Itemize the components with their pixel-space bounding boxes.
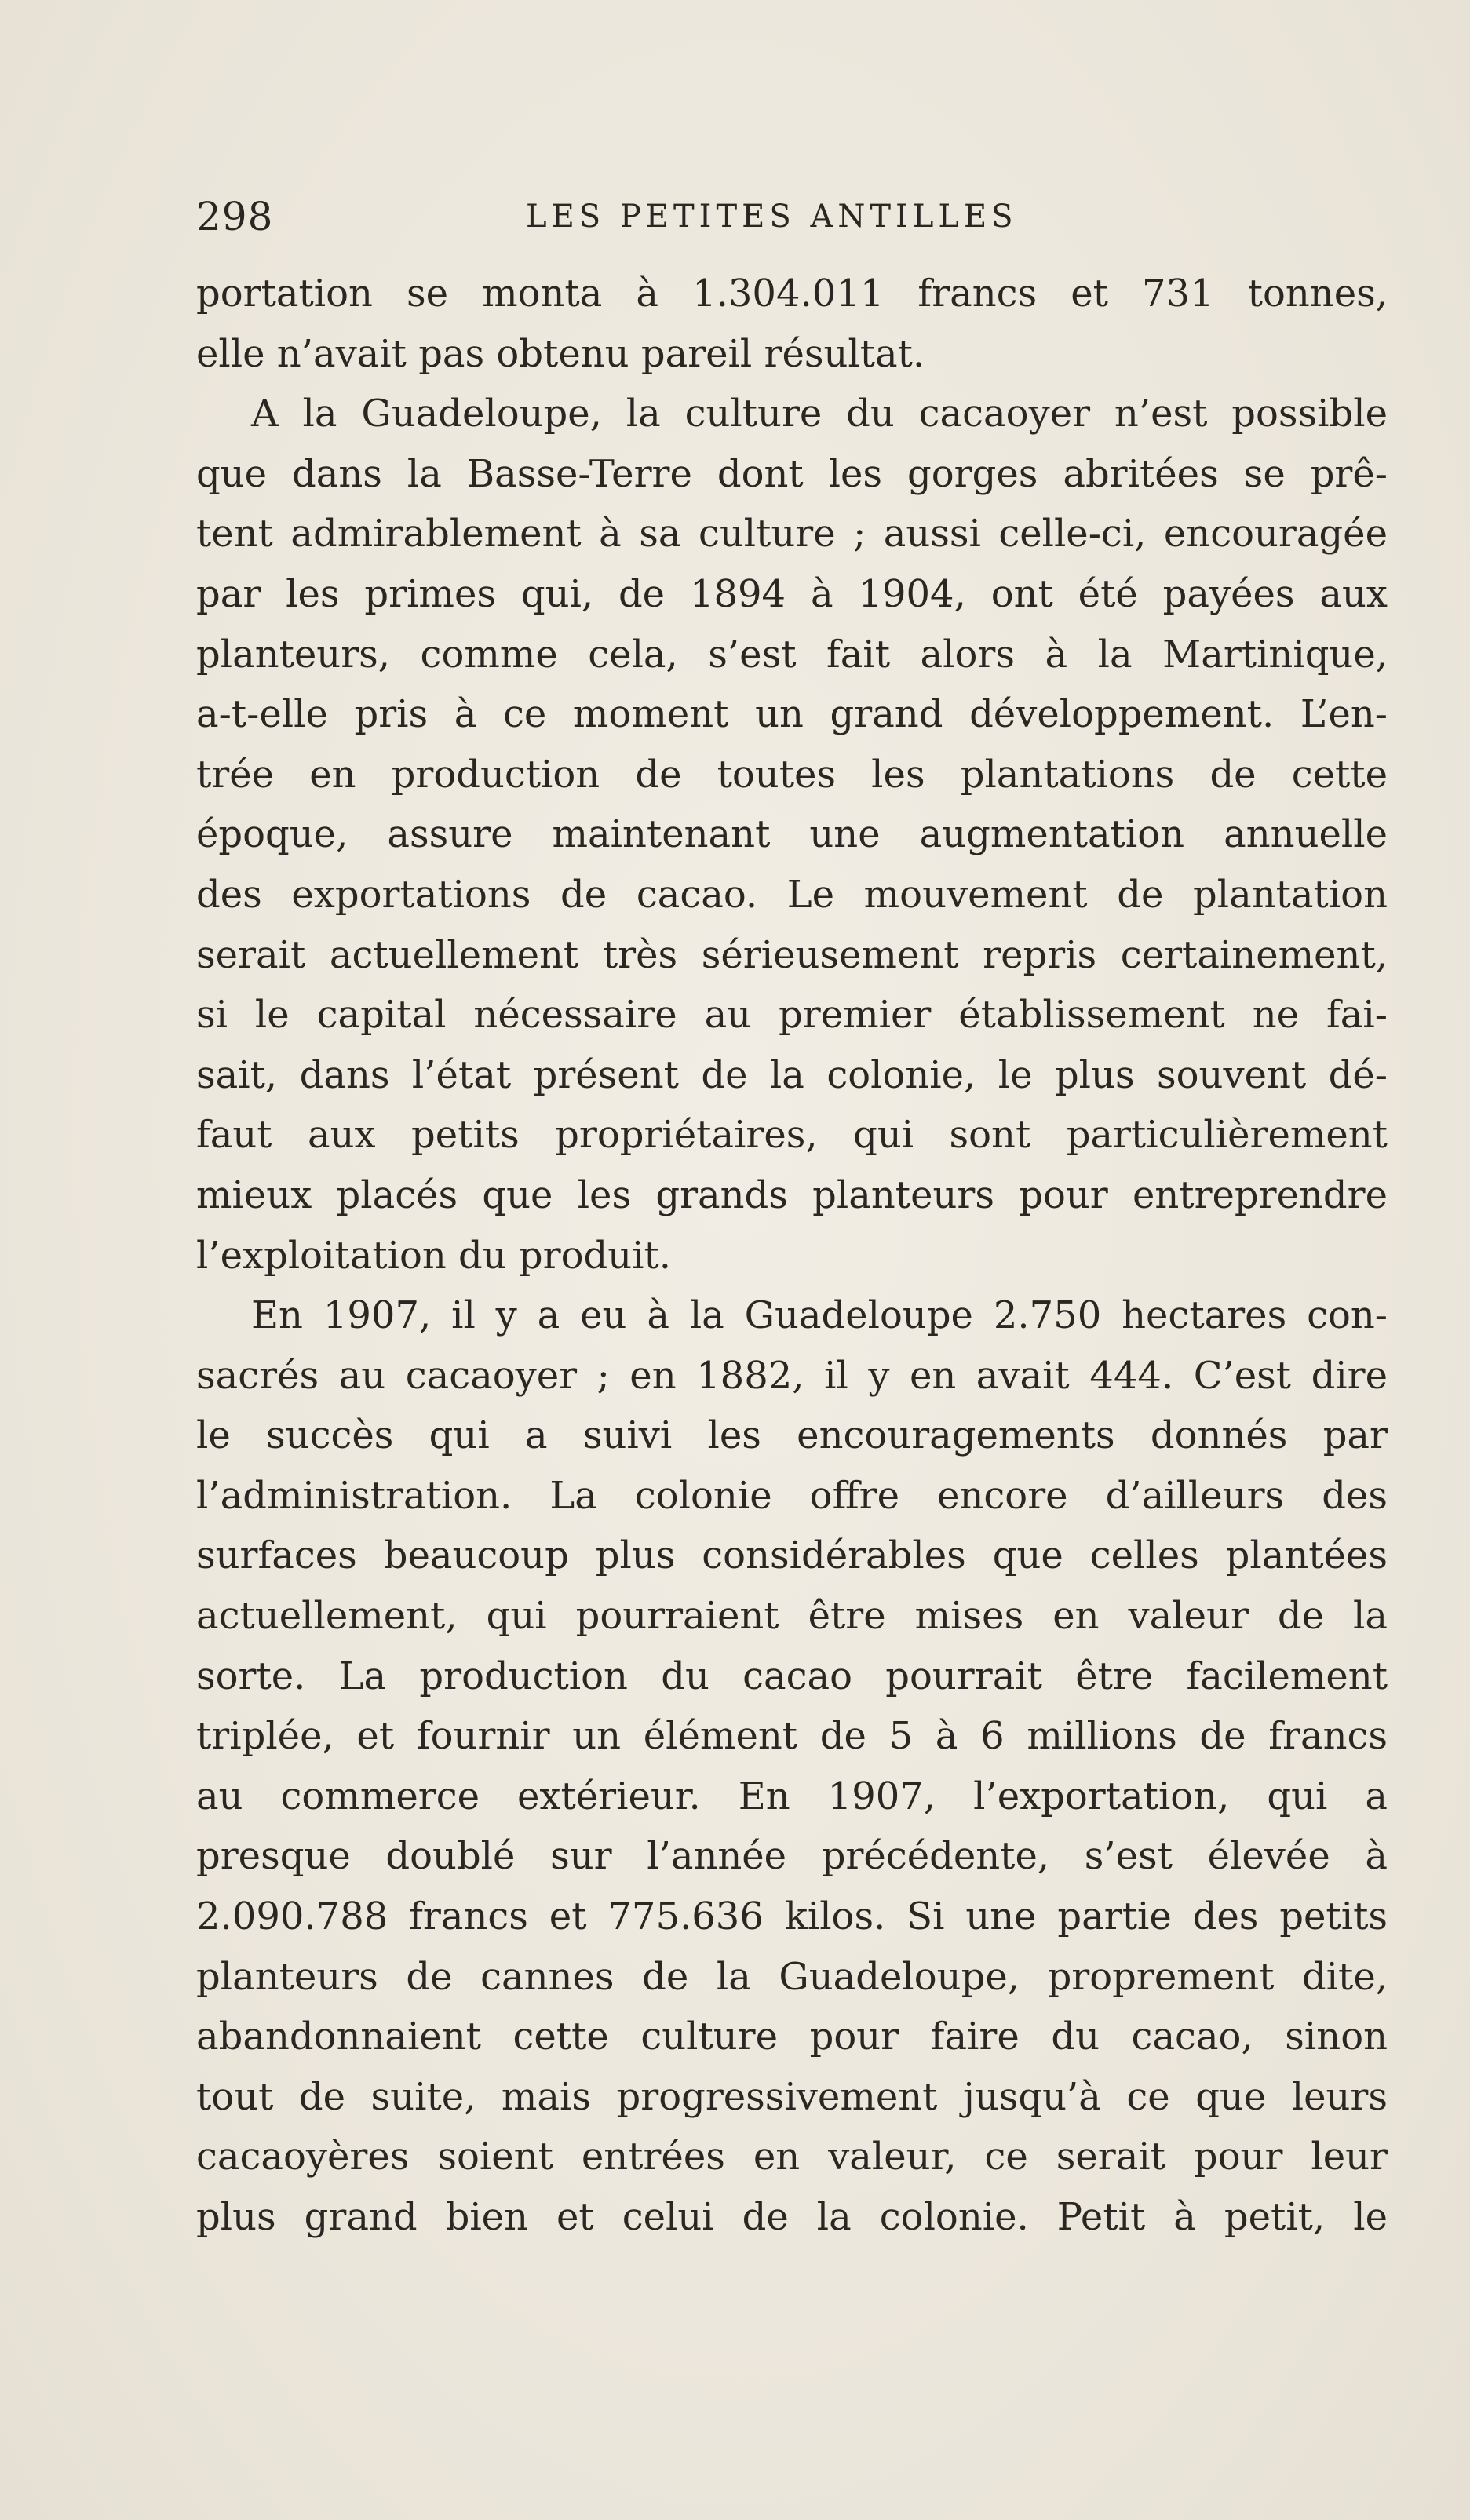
- text-line: l’administration. La colonie offre encore d’ailleurs des: [196, 1473, 1388, 1518]
- text-line: si le capital nécessaire au premier établissement ne fai-: [196, 993, 1388, 1038]
- text-line: surfaces beaucoup plus considérables que celles plantées: [196, 1534, 1388, 1578]
- body-text: [196, 264, 1388, 2248]
- text-line: 2.090.788 francs et 775.636 kilos. Si une partie des petits: [196, 1895, 1388, 1939]
- text-line: au commerce extérieur. En 1907, l’exportation, qui a: [196, 1774, 1388, 1818]
- text-line: triplée, et fournir un élément de 5 à 6 millions de francs: [196, 1714, 1388, 1759]
- text-line: mieux placés que les grands planteurs pour entreprendre: [196, 1172, 1388, 1217]
- text-line: tout de suite, mais progressivement jusqu’à ce que leurs: [196, 2074, 1388, 2119]
- text-line: planteurs de cannes de la Guadeloupe, proprement dite,: [196, 1954, 1388, 1999]
- text-line: abandonnaient cette culture pour faire du cacao, sinon: [196, 2015, 1388, 2059]
- text-line: cacaoyères soient entrées en valeur, ce serait pour leur: [196, 2135, 1388, 2179]
- text-line: actuellement, qui pourraient être mises en valeur de la: [196, 1594, 1388, 1639]
- running-title: LES PETITES ANTILLES: [526, 199, 1018, 235]
- text-line: A la Guadeloupe, la culture du cacaoyer n’est possible: [251, 392, 1388, 436]
- text-line: le succès qui a suivi les encouragements donnés par: [196, 1413, 1388, 1458]
- text-line: serait actuellement très sérieusement repris certainement,: [196, 932, 1388, 977]
- text-line: tent admirablement à sa culture ; aussi celle-ci, encouragée: [196, 512, 1388, 556]
- text-line: des exportations de cacao. Le mouvement de plantation: [196, 872, 1388, 917]
- text-line: époque, assure maintenant une augmentation annuelle: [196, 812, 1388, 857]
- text-line: faut aux petits propriétaires, qui sont particulièrement: [196, 1113, 1388, 1158]
- text-line: a-t-elle pris à ce moment un grand développement. L’en-: [196, 692, 1388, 737]
- text-line: presque doublé sur l’année précédente, s’est élevée à: [196, 1834, 1388, 1879]
- text-line: sorte. La production du cacao pourrait être facilement: [196, 1654, 1388, 1698]
- text-line: que dans la Basse-Terre dont les gorges abritées se prê-: [196, 451, 1388, 496]
- text-line: elle n’avait pas obtenu pareil résultat.: [196, 331, 925, 376]
- text-line: sait, dans l’état présent de la colonie, le plus souvent dé-: [196, 1052, 1388, 1097]
- text-line: En 1907, il y a eu à la Guadeloupe 2.750 hectares con-: [251, 1293, 1388, 1338]
- text-line: trée en production de toutes les plantations de cette: [196, 752, 1388, 797]
- page-header: [196, 185, 1389, 248]
- text-line: plus grand bien et celui de la colonie. Petit à petit, le: [196, 2195, 1388, 2239]
- text-line: par les primes qui, de 1894 à 1904, ont été payées aux: [196, 571, 1388, 616]
- text-line: planteurs, comme cela, s’est fait alors à la Martinique,: [196, 632, 1388, 676]
- page-number: 298: [196, 194, 274, 239]
- text-line: sacrés au cacaoyer ; en 1882, il y en avait 444. C’est dire: [196, 1353, 1388, 1398]
- text-line: portation se monta à 1.304.011 francs et 731 tonnes,: [196, 272, 1388, 315]
- text-line: l’exploitation du produit.: [196, 1233, 672, 1278]
